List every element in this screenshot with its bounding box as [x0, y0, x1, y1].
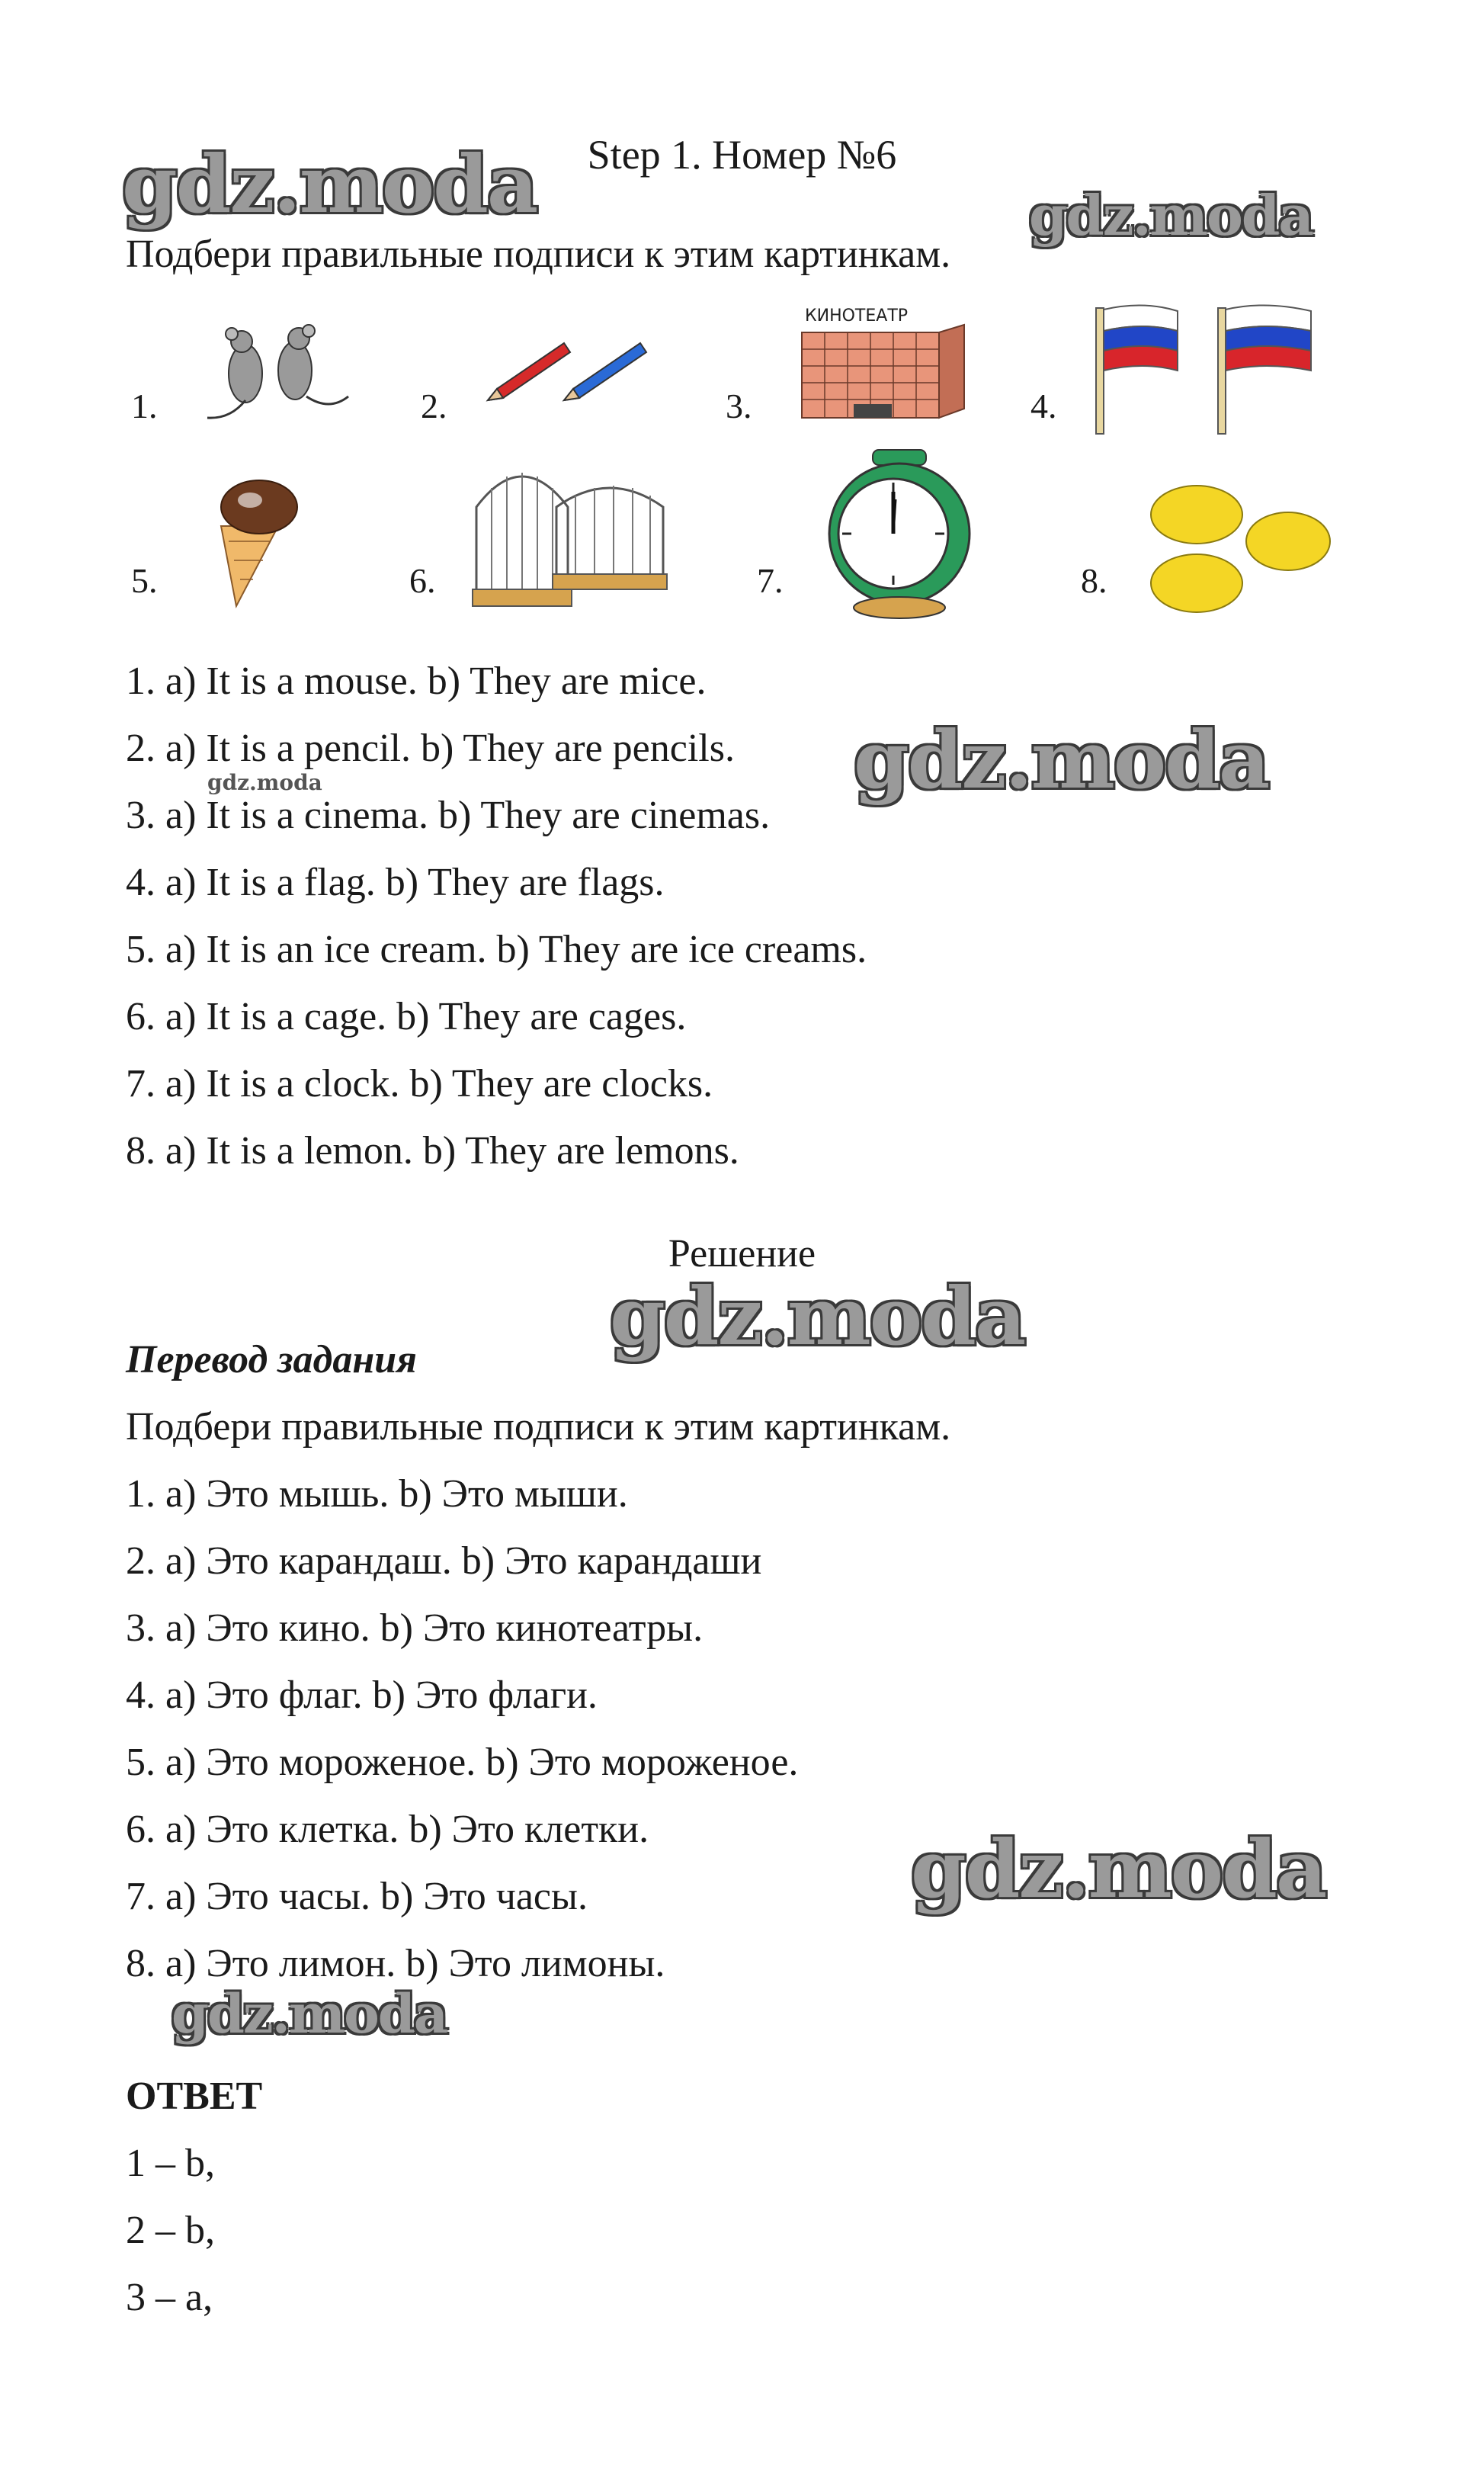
picture-number-2: 2. — [421, 387, 447, 425]
mice-image — [200, 320, 352, 427]
ice-cream-image — [206, 473, 305, 610]
clock-image — [823, 446, 976, 621]
translation-heading: Перевод задания — [126, 1338, 417, 1381]
answer-line: 2 – b, — [126, 2209, 215, 2252]
page-title: Step 1. Номер №6 — [587, 132, 897, 178]
flags-image — [1082, 300, 1326, 438]
translation-line: 1. a) Это мышь. b) Это мыши. — [126, 1472, 628, 1516]
solution-heading: Решение — [668, 1232, 816, 1276]
translation-line: 7. a) Это часы. b) Это часы. — [126, 1875, 588, 1918]
pencils-image — [480, 328, 663, 412]
option-line: 8. a) It is a lemon. b) They are lemons. — [126, 1129, 739, 1173]
picture-number-5: 5. — [131, 561, 158, 600]
picture-number-4: 4. — [1030, 387, 1057, 425]
cages-image — [469, 454, 675, 614]
translation-instruction: Подбери правильные подписи к этим картинкам. — [126, 1405, 951, 1449]
watermark: gdz.moda — [171, 1982, 447, 2046]
lemons-image — [1136, 480, 1334, 618]
translation-line: 5. a) Это мороженое. b) Это мороженое. — [126, 1741, 799, 1784]
answer-heading: ОТВЕТ — [126, 2075, 263, 2118]
picture-number-6: 6. — [409, 561, 436, 600]
translation-line: 2. a) Это карандаш. b) Это карандаши — [126, 1539, 762, 1583]
picture-number-8: 8. — [1081, 561, 1107, 600]
cinema-sign: КИНОТЕАТР — [805, 306, 909, 326]
option-line: 3. a) It is a cinema. b) They are cinemas. — [126, 794, 771, 837]
picture-number-7: 7. — [757, 561, 784, 600]
option-line: 6. a) It is a cage. b) They are cages. — [126, 995, 687, 1038]
translation-line: 8. a) Это лимон. b) Это лимоны. — [126, 1942, 665, 1985]
translation-line: 3. a) Это кино. b) Это кинотеатры. — [126, 1606, 704, 1650]
picture-number-1: 1. — [131, 387, 158, 425]
answer-line: 3 – a, — [126, 2276, 213, 2319]
option-line: 4. a) It is a flag. b) They are flags. — [126, 861, 665, 904]
translation-line: 6. a) Это клетка. b) Это клетки. — [126, 1808, 649, 1851]
cinema-image — [793, 303, 976, 425]
option-line: 7. a) It is a clock. b) They are clocks. — [126, 1062, 713, 1105]
option-line: 2. a) It is a pencil. b) They are pencils. — [126, 727, 735, 770]
picture-number-3: 3. — [726, 387, 752, 425]
watermark: gdz.moda — [610, 1269, 1025, 1363]
translation-line: 4. a) Это флаг. b) Это флаги. — [126, 1673, 598, 1717]
answer-line: 1 – b, — [126, 2142, 215, 2185]
watermark: gdz.moda — [854, 713, 1269, 807]
watermark: gdz.moda — [122, 137, 537, 231]
watermark: gdz.moda — [911, 1822, 1326, 1916]
option-line: 1. a) It is a mouse. b) They are mice. — [126, 659, 707, 703]
task-instruction: Подбери правильные подписи к этим картинкам. — [126, 233, 951, 276]
watermark: gdz.moda — [207, 770, 322, 795]
option-line: 5. a) It is an ice cream. b) They are ice creams. — [126, 928, 867, 971]
watermark: gdz.moda — [1029, 183, 1313, 248]
